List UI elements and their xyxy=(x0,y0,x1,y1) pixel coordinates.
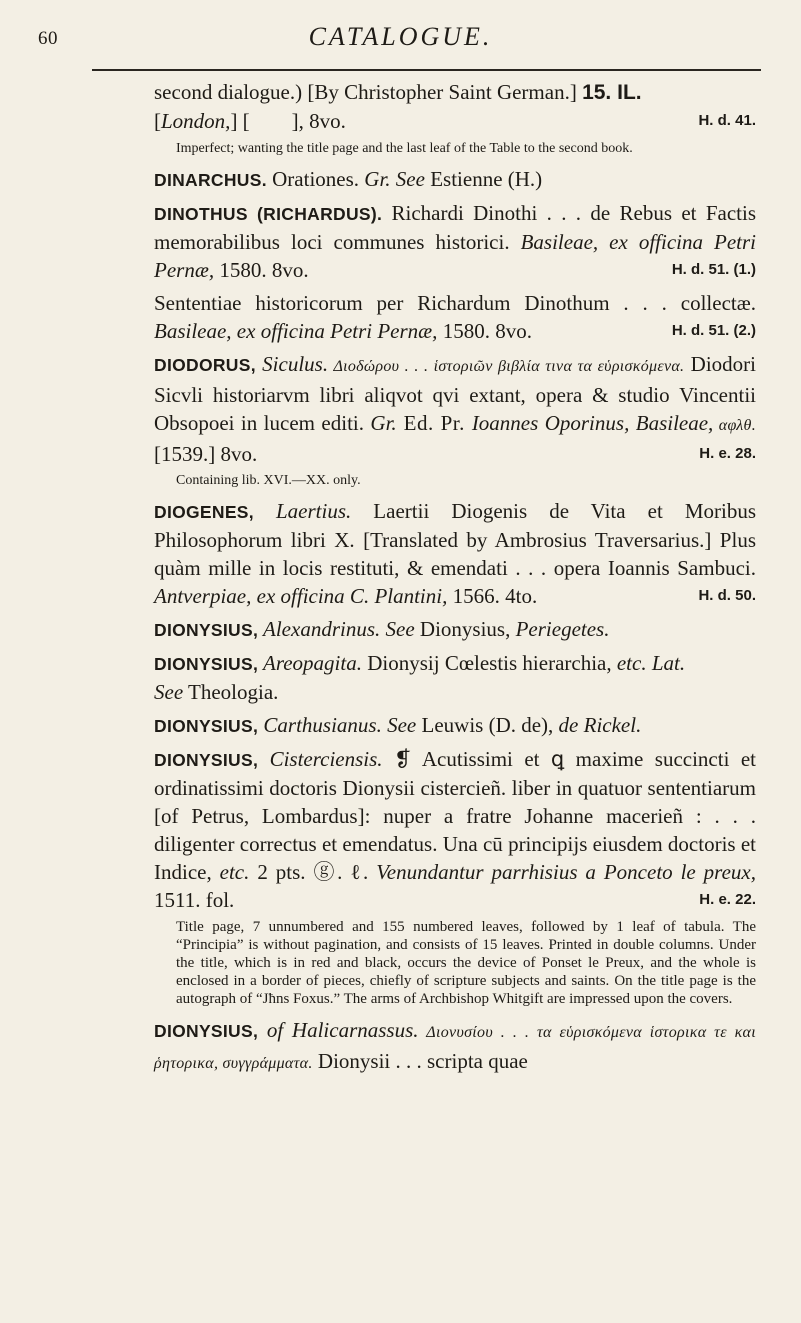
entry-heading: DIONYSIUS, xyxy=(154,620,259,640)
pressmark: H. e. 28. xyxy=(699,445,756,462)
entry-heading: DIONYSIUS, xyxy=(154,750,259,770)
pressmark: H. d. 41. xyxy=(698,112,756,129)
greek-title: Διοδώρου . . . ἱστοριῶν βιβλία τινα τα εὑρισκόμενα. xyxy=(328,358,685,375)
entry-dionysius-alexandrinus: DIONYSIUS, Alexandrinus. See Dionysius, Periegetes. xyxy=(154,617,610,641)
imprint: Basileae, ex officina Petri Pernæ, xyxy=(154,319,438,343)
entry-dionysius-areopagita: DIONYSIUS, Areopagita. Dionysij Cœlestis hierarchia, etc. Lat. See Theologia. xyxy=(154,651,686,704)
entry-heading: DIOGENES, xyxy=(154,502,254,522)
page-number: 60 xyxy=(38,28,58,49)
imprint: Antverpiae, ex officina C. Plantini, xyxy=(154,584,448,608)
entry-diogenes: DIOGENES, Laertius. Laertii Diogenis de Vita et Moribus Philosophorum libri X. [Translated by Ambrosius Traversarius.] Plus quàm mille in locis restituti, & emendati . . . opera Ioannis Sambuci. Antverpiae, ex officina C. Plantini, 1566. 4to. H. d. 50. xyxy=(154,499,756,608)
entry-heading: DIODORUS, xyxy=(154,355,256,375)
entry-dinarchus: DINARCHUS. Orationes. Gr. See Estienne (H.) xyxy=(154,167,543,191)
blackletter-mark: 15. IL. xyxy=(582,81,642,104)
entry-heading: DIONYSIUS, xyxy=(154,1021,259,1041)
pressmark: H. e. 22. xyxy=(699,891,756,908)
entry-heading: DINOTHUS (RICHARDUS). xyxy=(154,204,383,224)
entry-note: Containing lib. XVI.—XX. only. xyxy=(176,473,361,488)
greek-title: Διονυσίου . . . τα εὑρισκόμενα ἱστορικα τε και ῥητορικα, συγγράμματα. xyxy=(154,1024,756,1072)
running-title: CATALOGUE. xyxy=(308,22,493,51)
entry-heading: DINARCHUS. xyxy=(154,170,267,190)
entry-note: Imperfect; wanting the title page and the last leaf of the Table to the second book. xyxy=(176,141,633,156)
entry-dionysius-halicarnassus: DIONYSIUS, of Halicarnassus. Διονυσίου . . . τα εὑρισκόμενα ἱστορικα τε και ῥητορικα, συγγράμματα. Dionysii . . . scripta quae xyxy=(154,1018,756,1073)
entry-dinothus: DINOTHUS (RICHARDUS). Richardi Dinothi . . . de Rebus et Factis memorabilibus loci communes historici. Basileae, ex officina Petri Pernæ, 1580. 8vo. H. d. 51. (1.) xyxy=(154,201,756,282)
pressmark: H. d. 50. xyxy=(698,587,756,604)
entry-dionysius-carthusianus: DIONYSIUS, Carthusianus. See Leuwis (D. de), de Rickel. xyxy=(154,713,642,737)
catalogue-body xyxy=(154,78,756,1083)
entry-continuation: second dialogue.) [By Christopher Saint German.] 15. IL. [London,] [ ], 8vo. H. d. 41. xyxy=(154,80,756,133)
imprint: Ioannes Oporinus, Basileae, xyxy=(471,411,714,435)
entry-heading: DIONYSIUS, xyxy=(154,654,259,674)
imprint: Basileae, ex officina Petri Pernæ, xyxy=(154,230,756,282)
entry-heading: DIONYSIUS, xyxy=(154,716,259,736)
imprint-place: London, xyxy=(161,109,231,133)
imprint: Venundantur parrhisius a Ponceto le preux, xyxy=(376,860,756,884)
header-rule xyxy=(92,69,761,71)
entry-diodorus: DIODORUS, Siculus. Διοδώρου . . . ἱστοριῶν βιβλία τινα τα εὑρισκόμενα. Diodori Sicvli historiarvm libri aliqvot qvi extant, opera & studio Vincentii Obsopoei in lucem editi. Gr. Ed. Pr. Ioannes Oporinus, Basileae, αφλθ. [1539.] 8vo. H. e. 28. xyxy=(154,352,756,466)
pressmark: H. d. 51. (2.) xyxy=(671,322,756,339)
pressmark: H. d. 51. (1.) xyxy=(671,261,756,278)
entry-dinothus-sententiae: Sententiae historicorum per Richardum Dinothum . . . collectæ. Basileae, ex officina Petri Pernæ, 1580. 8vo. H. d. 51. (2.) xyxy=(154,291,756,343)
entry-dionysius-cisterciensis: DIONYSIUS, Cisterciensis. ❡ Acutissimi et ꝗ maxime succincti et ordinatissimi doctoris Dionysii cistercieñ. liber in quatuor sententiarum [of Petrus, Lombardus]: nuper a fratre Johanne macerieñ : . . . diligenter correctus et emendatus. Una cū principijs eiusdem doctoris et Indice, etc. 2 pts. ⓖ. ℓ. Venundantur parrhisius a Ponceto le preux, 1511. fol. H. e. 22. xyxy=(154,747,757,912)
entry-note: Title page, 7 unnumbered and 155 numbered leaves, followed by 1 leaf of tabula. The “Principia” is without pagination, and consists of 15 leaves. Printed in double columns. Under the title, which is in red and black, occurs the device of Ponset le Preux, and the whole is enclosed in a border of pieces, chiefly of scripture subjects and saints. On the title page is the autograph of “Jħns Foxus.” The arms of Archbishop Whitgift are impressed upon the covers. xyxy=(176,919,756,1007)
